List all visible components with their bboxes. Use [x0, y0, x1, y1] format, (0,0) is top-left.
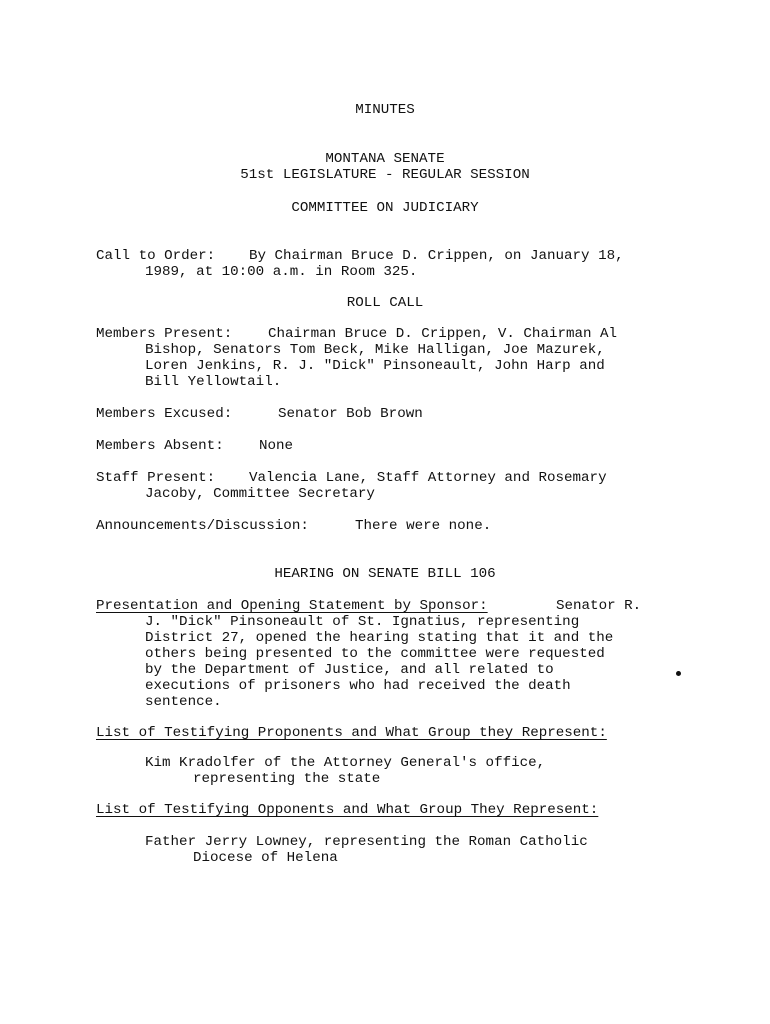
presentation-line: executions of prisoners who had received the death — [145, 678, 571, 694]
presentation-line: sentence. — [145, 694, 222, 710]
members-absent-label: Members Absent: — [96, 438, 224, 454]
presentation-line: District 27, opened the hearing stating that it and the — [145, 630, 614, 646]
proponents-label: List of Testifying Proponents and What Group they Represent: — [96, 725, 607, 741]
members-present-line: Chairman Bruce D. Crippen, V. Chairman Al — [268, 326, 618, 342]
members-present-label: Members Present: — [96, 326, 233, 342]
senate-heading: MONTANA SENATE — [325, 151, 445, 167]
call-to-order-line: 1989, at 10:00 a.m. in Room 325. — [145, 264, 418, 280]
call-to-order-label: Call to Order: — [96, 248, 216, 264]
presentation-line: Senator R. — [556, 598, 642, 614]
staff-present-line: Valencia Lane, Staff Attorney and Rosemary — [249, 470, 607, 486]
presentation-line: by the Department of Justice, and all related to — [145, 662, 554, 678]
members-present-line: Bill Yellowtail. — [145, 374, 282, 390]
staff-present-line: Jacoby, Committee Secretary — [145, 486, 375, 502]
stray-mark — [676, 671, 681, 676]
announcements-label: Announcements/Discussion: — [96, 518, 309, 534]
presentation-line: others being presented to the committee were requested — [145, 646, 605, 662]
session-heading: 51st LEGISLATURE - REGULAR SESSION — [240, 167, 530, 183]
staff-present-label: Staff Present: — [96, 470, 216, 486]
presentation-line: J. "Dick" Pinsoneault of St. Ignatius, representing — [145, 614, 580, 630]
members-present-line: Loren Jenkins, R. J. "Dick" Pinsoneault, John Harp and — [145, 358, 605, 374]
proponents-line: representing the state — [193, 771, 381, 787]
opponents-label: List of Testifying Opponents and What Group They Represent: — [96, 802, 599, 818]
announcements-value: There were none. — [355, 518, 492, 534]
members-excused-value: Senator Bob Brown — [278, 406, 423, 422]
hearing-heading: HEARING ON SENATE BILL 106 — [274, 566, 496, 582]
opponents-line: Diocese of Helena — [193, 850, 338, 866]
members-present-line: Bishop, Senators Tom Beck, Mike Halligan, Joe Mazurek, — [145, 342, 605, 358]
opponents-line: Father Jerry Lowney, representing the Roman Catholic — [145, 834, 588, 850]
presentation-label: Presentation and Opening Statement by Sponsor: — [96, 598, 488, 614]
proponents-line: Kim Kradolfer of the Attorney General's office, — [145, 755, 546, 771]
members-absent-value: None — [259, 438, 294, 454]
call-to-order-line: By Chairman Bruce D. Crippen, on January 18, — [249, 248, 624, 264]
minutes-heading: MINUTES — [355, 102, 415, 118]
committee-heading: COMMITTEE ON JUDICIARY — [291, 200, 479, 216]
members-excused-label: Members Excused: — [96, 406, 233, 422]
roll-call-heading: ROLL CALL — [346, 295, 424, 311]
